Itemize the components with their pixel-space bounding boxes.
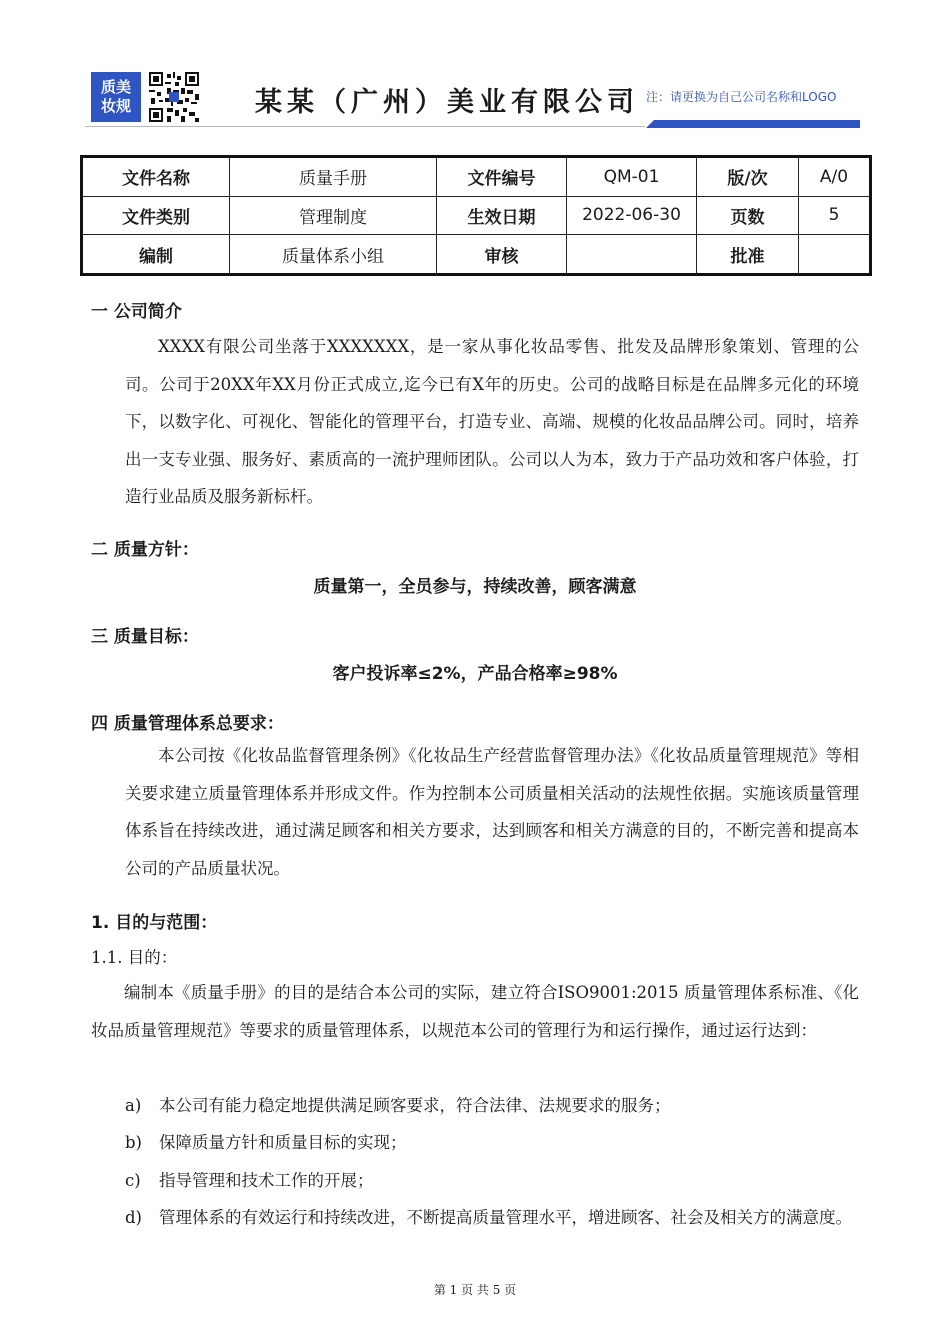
- section-heading-quality-objectives: 三 质量目标：: [91, 627, 199, 647]
- list-item-text: 管理体系的有效运行和持续改进，不断提高质量管理水平，增进顾客、社会及相关方的满意度。: [159, 1208, 852, 1227]
- document-info-table: [80, 155, 872, 276]
- value-page-count: 5: [799, 196, 871, 235]
- header-divider: [85, 126, 645, 127]
- value-effective-date: 2022-06-30: [567, 196, 697, 235]
- list-item: [125, 1162, 865, 1200]
- value-approved-by: [799, 235, 871, 275]
- qms-requirements-paragraph: 本公司按《化妆品监督管理条例》《化妆品生产经营监督管理办法》《化妆品质量管理规范》等相关要求建立质量管理体系并形成文件。作为控制本公司质量相关活动的法规性依据。实施该质量管理体系旨在持续改进，通过满足顾客和相关方要求，达到顾客和相关方满意的目的，不断完善和提高本公司的产品质量状况。: [125, 746, 859, 878]
- quality-policy-statement: 质量第一，全员参与，持续改善，顾客满意: [313, 577, 637, 597]
- label-reviewed-by: 审核: [437, 235, 567, 275]
- list-item: [125, 1199, 859, 1237]
- sub-heading-purpose: 1.1. 目的：: [91, 948, 178, 967]
- list-item-label: d): [125, 1208, 142, 1227]
- label-doc-category: 文件类别: [82, 196, 230, 235]
- list-item-label: b): [125, 1133, 142, 1152]
- table-row: [82, 235, 871, 275]
- label-approved-by: 批准: [697, 235, 799, 275]
- company-intro-paragraph: XXXX有限公司坐落于XXXXXXX，是一家从事化妆品零售、批发及品牌形象策划、管理的公司。公司于20XX年XX月份正式成立,迄今已有X年的历史。公司的战略目标是在品牌多元化的环境下，以数字化、可视化、智能化的管理平台，打造专业、高端、规模的化妆品品牌公司。同时，培养出一支专业强、服务好、素质高的一流护理师团队。公司以人为本，致力于产品功效和客户体验，打造行业品质及服务新标杆。: [125, 337, 859, 506]
- value-prepared-by: 质量体系小组: [230, 235, 437, 275]
- list-item: [125, 1087, 865, 1125]
- section-heading-qms-requirements: 四 质量管理体系总要求：: [91, 714, 284, 734]
- value-version: A/0: [799, 157, 871, 197]
- list-item-text: 指导管理和技术工作的开展；: [159, 1171, 374, 1190]
- label-page-count: 页数: [697, 196, 799, 235]
- qr-code-icon: [149, 72, 199, 122]
- table-row: [82, 157, 871, 197]
- header-accent-bar: [646, 120, 860, 128]
- section-heading-quality-policy: 二 质量方针：: [91, 540, 199, 560]
- quality-objectives-statement: 客户投诉率≤2%，产品合格率≥98%: [332, 664, 618, 684]
- list-item: [125, 1124, 865, 1162]
- list-item-label: a): [125, 1096, 142, 1115]
- section-heading-company-intro: 一 公司简介: [91, 302, 182, 322]
- label-effective-date: 生效日期: [437, 196, 567, 235]
- list-item-text: 保障质量方针和质量目标的实现；: [159, 1133, 407, 1152]
- value-doc-number: QM-01: [567, 157, 697, 197]
- label-doc-number: 文件编号: [437, 157, 567, 197]
- value-doc-name: 质量手册: [230, 157, 437, 197]
- section-heading-purpose-scope: 1. 目的与范围：: [91, 913, 218, 933]
- value-reviewed-by: [567, 235, 697, 275]
- header-note: 注：请更换为自己公司名称和LOGO: [646, 90, 837, 104]
- company-logo: 质美 妆规: [91, 72, 141, 122]
- list-item-label: c): [125, 1171, 141, 1190]
- table-row: [82, 196, 871, 235]
- label-doc-name: 文件名称: [82, 157, 230, 197]
- list-item-text: 本公司有能力稳定地提供满足顾客要求，符合法律、法规要求的服务；: [159, 1096, 671, 1115]
- purpose-paragraph: 编制本《质量手册》的目的是结合本公司的实际，建立符合ISO9001:2015 质量管理体系标准、《化妆品质量管理规范》等要求的质量管理体系，以规范本公司的管理行为和运行操作，通过运行达到：: [91, 983, 859, 1040]
- company-name: 某某（广州）美业有限公司: [255, 87, 639, 118]
- page-number: 第 1 页 共 5 页: [433, 1283, 517, 1297]
- label-prepared-by: 编制: [82, 235, 230, 275]
- label-version: 版/次: [697, 157, 799, 197]
- value-doc-category: 管理制度: [230, 196, 437, 235]
